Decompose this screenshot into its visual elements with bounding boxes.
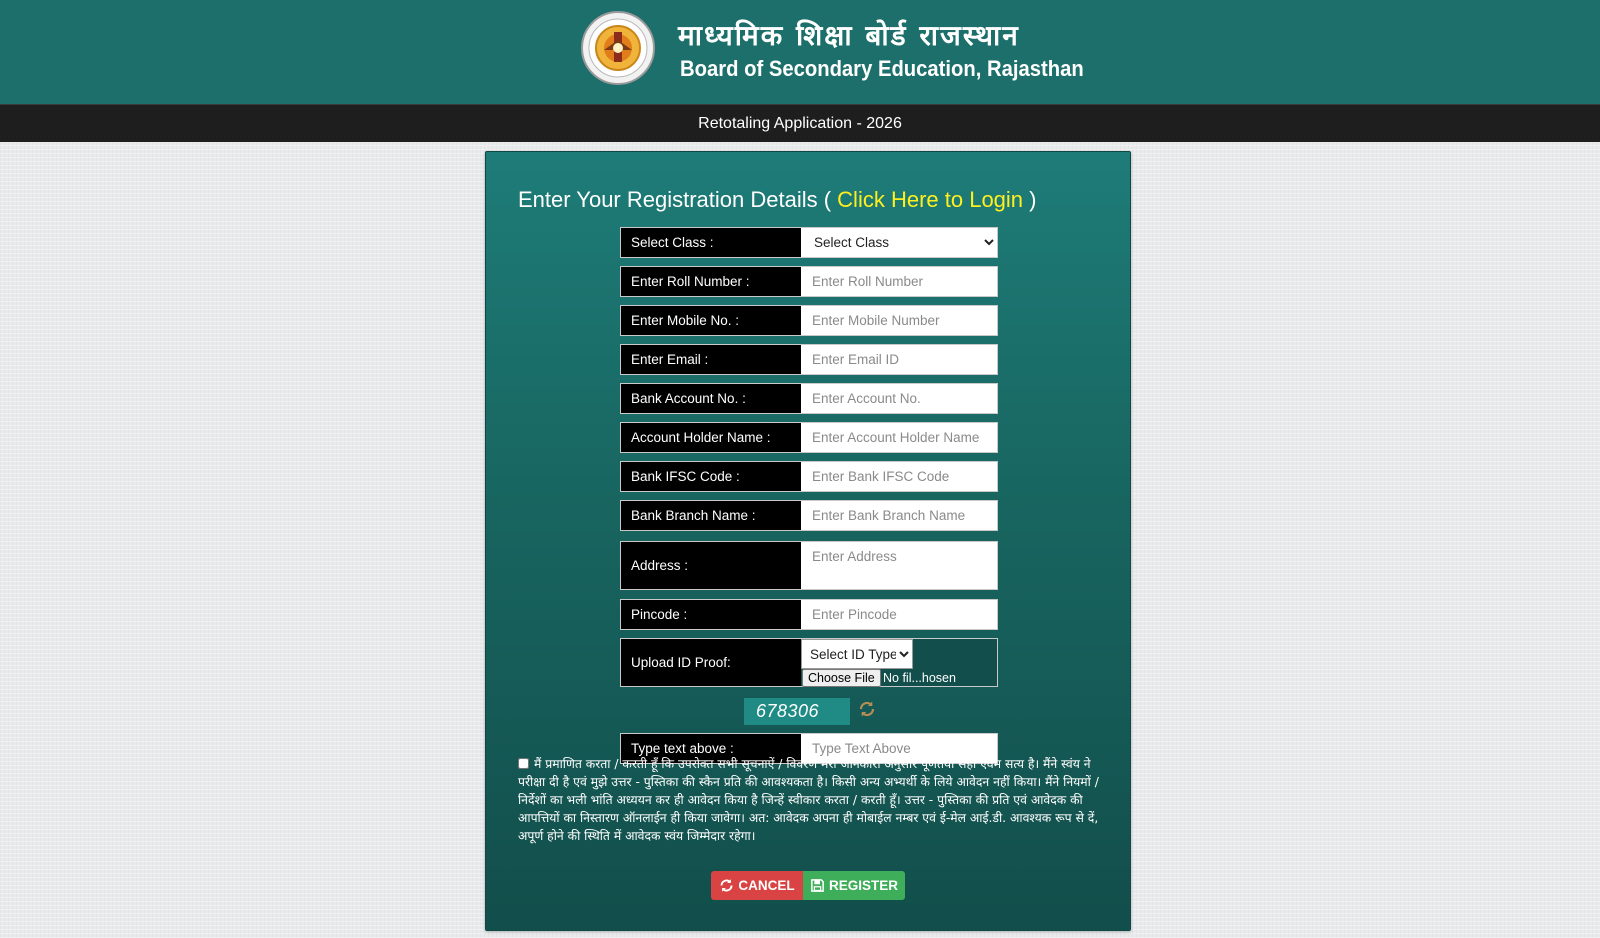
roll-label: Enter Roll Number : — [621, 267, 801, 296]
mobile-input[interactable] — [801, 306, 997, 335]
account-row — [620, 383, 998, 414]
email-input[interactable] — [801, 345, 997, 374]
ifsc-input[interactable] — [801, 462, 997, 491]
form-heading — [518, 187, 1037, 213]
declaration-checkbox[interactable] — [518, 758, 529, 769]
application-title: Retotaling Application - 2026 — [698, 115, 902, 132]
choose-file-button[interactable]: Choose File — [802, 669, 881, 687]
subheader-bar — [0, 104, 1600, 142]
holder-label: Account Holder Name : — [621, 423, 801, 452]
refresh-icon — [719, 878, 734, 893]
form-heading-close: ) — [1023, 187, 1037, 212]
cancel-button[interactable] — [711, 871, 803, 900]
login-link[interactable]: Click Here to Login — [837, 187, 1024, 212]
declaration-block — [518, 755, 1100, 845]
declaration-text: मैं प्रमाणित करता / करती हूँ कि उपरोक्त सभी सूचनाऐं / विवरण मेरी जानकारी अनुसार पूर्णतया सही एवम सत्य है। मैंने स्वंय ने परीक्षा दी है एवं मुझे उत्तर - पुस्तिका की स्कैन प्रति की आवश्यकता है। किसी अन्य अभ्यर्थी के लिये आवेदन नहीं किया। मैंने नियमों / निर्देशों का भली भांति अध्ययन कर ही आवेदन किया है जिन्हें स्वीकार करता / करती हूँ। उत्तर - पुस्तिका की प्रति एवं आवेदक की आपत्तियों का निस्तारण ऑनलाईन ही किया जावेगा। अत: आवेदक अपना ही मोबाईल नम्बर एवं ई-मेल आई.डी. आवश्यक रूप से दें, अपूर्ण होने की स्थिति में आवेदक स्वंय जिम्मेदार रहेगा। — [518, 757, 1099, 843]
mobile-row — [620, 305, 998, 336]
idproof-controls — [801, 639, 997, 686]
registration-panel — [485, 151, 1131, 931]
branch-row — [620, 500, 998, 531]
roll-input[interactable] — [801, 267, 997, 296]
bser-seal-logo — [580, 10, 656, 86]
class-select[interactable] — [801, 228, 997, 257]
pincode-input[interactable] — [801, 600, 997, 629]
board-title-hindi: माध्यमिक शिक्षा बोर्ड राजस्थान — [678, 19, 1020, 52]
class-row — [620, 227, 998, 258]
branch-input[interactable] — [801, 501, 997, 530]
address-label: Address : — [621, 542, 801, 589]
id-type-select[interactable] — [801, 639, 913, 669]
cancel-label: CANCEL — [738, 878, 795, 893]
holder-row — [620, 422, 998, 453]
account-input[interactable] — [801, 384, 997, 413]
idproof-label: Upload ID Proof: — [621, 639, 801, 686]
file-status: No fil...hosen — [883, 671, 956, 685]
form-heading-text: Enter Your Registration Details ( — [518, 187, 838, 212]
address-row — [620, 541, 998, 590]
board-title-english: Board of Secondary Education, Rajasthan — [680, 56, 1084, 81]
email-label: Enter Email : — [621, 345, 801, 374]
address-input[interactable] — [801, 542, 997, 589]
ifsc-label: Bank IFSC Code : — [621, 462, 801, 491]
save-icon — [810, 878, 825, 893]
mobile-label: Enter Mobile No. : — [621, 306, 801, 335]
register-button[interactable] — [803, 871, 905, 900]
captcha-code: 678306 — [744, 698, 850, 725]
holder-input[interactable] — [801, 423, 997, 452]
register-label: REGISTER — [828, 878, 898, 893]
roll-row — [620, 266, 998, 297]
class-label: Select Class : — [621, 228, 801, 257]
idproof-row — [620, 638, 998, 687]
account-label: Bank Account No. : — [621, 384, 801, 413]
pincode-label: Pincode : — [621, 600, 801, 629]
pincode-row — [620, 599, 998, 630]
site-header — [0, 0, 1600, 104]
captcha-label: Type text above : — [621, 734, 801, 763]
branch-label: Bank Branch Name : — [621, 501, 801, 530]
captcha-refresh-icon[interactable] — [858, 700, 876, 718]
ifsc-row — [620, 461, 998, 492]
email-row — [620, 344, 998, 375]
